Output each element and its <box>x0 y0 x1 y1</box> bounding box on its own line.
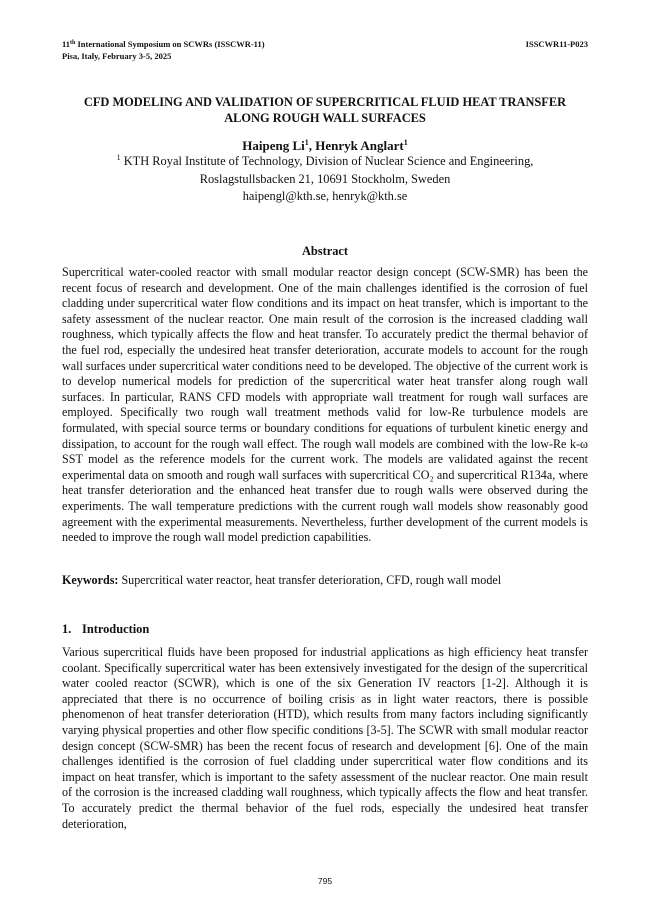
abstract-text: Supercritical water-cooled reactor with small modular reactor design concept (SCW-SMR) has been the recent focus of research and development. One of the main challenges identified is the corrosion of fuel cladding under supercritical water flow conditions and its impact on heat transfer, which is important to the safety assessment of the nuclear reactor. One main result of the corrosion is the increased cladding wall roughness, which typically affects the flow and heat transfer. To accurately predict the thermal behavior of the fuel rod, especially the undesired heat transfer deterioration, accurate models to account for the rough wall surfaces under supercritical water conditions need to be developed. The objective of the current work is to develop numerical models for prediction of the supercritical water heat transfer along rough wall surfaces. In particular, RANS CFD models with appropriate wall treatment for rough wall surfaces are employed. Specifically two rough wall treatment methods valid for low-Re turbulence models are formulated, with special source terms or boundary conditions for equations of turbulent kinetic energy and dissipation, to account for the rough wall effect. The rough wall models are combined with the low-Re k-ω SST model as the reference models for the current work. The models are validated against the recent experimental data on smooth and rough wall surfaces with supercritical CO₂ and supercritical R134a, where heat transfer deterioration and the enhanced heat transfer due to rough walls were observed during the experiments. The wall temperature predictions with the current rough wall models show reasonably good agreement with the experimental measurements. Nevertheless, further development of the current models is needed to improve the rough wall model prediction capabilities. <box>62 265 588 545</box>
section-title: Introduction <box>82 622 150 636</box>
conference-name <box>62 38 265 50</box>
conference-ordinal: 11 <box>62 39 71 49</box>
paper-title <box>62 94 588 126</box>
section-number: 1. <box>62 622 72 636</box>
affiliation-mark: 1 <box>116 153 121 162</box>
section-heading-introduction <box>62 621 149 637</box>
author-affiliation-mark: 1 <box>304 138 309 147</box>
conference-location-date: Pisa, Italy, February 3-5, 2025 <box>62 51 172 61</box>
author-affiliation-mark: 1 <box>403 138 408 147</box>
author-emails: haipengl@kth.se, henryk@kth.se <box>242 189 408 203</box>
conference-ordinal-suffix: th <box>70 40 76 46</box>
keywords <box>62 573 588 589</box>
affiliation-institution: KTH Royal Institute of Technology, Division of Nuclear Science and Engineering, <box>120 154 534 168</box>
author-name: Henryk Anglart <box>315 138 404 153</box>
affiliation-address: Roslagstullsbacken 21, 10691 Stockholm, Sweden <box>199 171 451 186</box>
page-number: 795 <box>317 876 333 886</box>
title-line-1: CFD MODELING AND VALIDATION OF SUPERCRITICAL FLUID HEAT TRANSFER <box>83 95 567 109</box>
paper-id: ISSCWR11-P023 <box>525 39 588 49</box>
affiliation-block <box>62 153 588 206</box>
author-name: Haipeng Li <box>242 138 305 153</box>
keywords-label: Keywords: <box>62 573 119 587</box>
title-line-2: ALONG ROUGH WALL SURFACES <box>224 111 426 125</box>
author-list <box>62 137 588 154</box>
conference-header <box>62 38 265 62</box>
conference-title: International Symposium on SCWRs (ISSCWR-11) <box>75 39 265 49</box>
abstract-heading: Abstract <box>301 244 349 258</box>
introduction-text: Various supercritical fluids have been proposed for industrial applications as high efficiency heat transfer coolant. Specifically supercritical water has been extensively investigated for the design of the supercritical water cooled reactor (SCWR), which is one of the six Generation IV reactors [1-2]. Although it is appreciated that there is no occurrence of boiling crisis as in light water reactors, there is possible phenomenon of heat transfer deterioration (HTD), which results from many factors including significantly varying physical properties and other flow specific conditions [3-5]. The SCWR with small modular reactor design concept (SCW-SMR) has been the recent focus of research and development [6]. One of the main challenges identified is the corrosion of fuel cladding under supercritical water flow conditions and its impact on heat transfer, which is important to the safety assessment of the nuclear reactor. One main result of the corrosion is the increased cladding wall roughness, which typically affects the flow and heat transfer. To accurately predict the thermal behavior of the fuel rods, especially the undesired heat transfer deterioration, <box>62 645 588 831</box>
keywords-text: Supercritical water reactor, heat transfer deterioration, CFD, rough wall model <box>118 573 502 587</box>
author-separator: , <box>308 138 316 153</box>
affiliation-line <box>62 153 588 171</box>
